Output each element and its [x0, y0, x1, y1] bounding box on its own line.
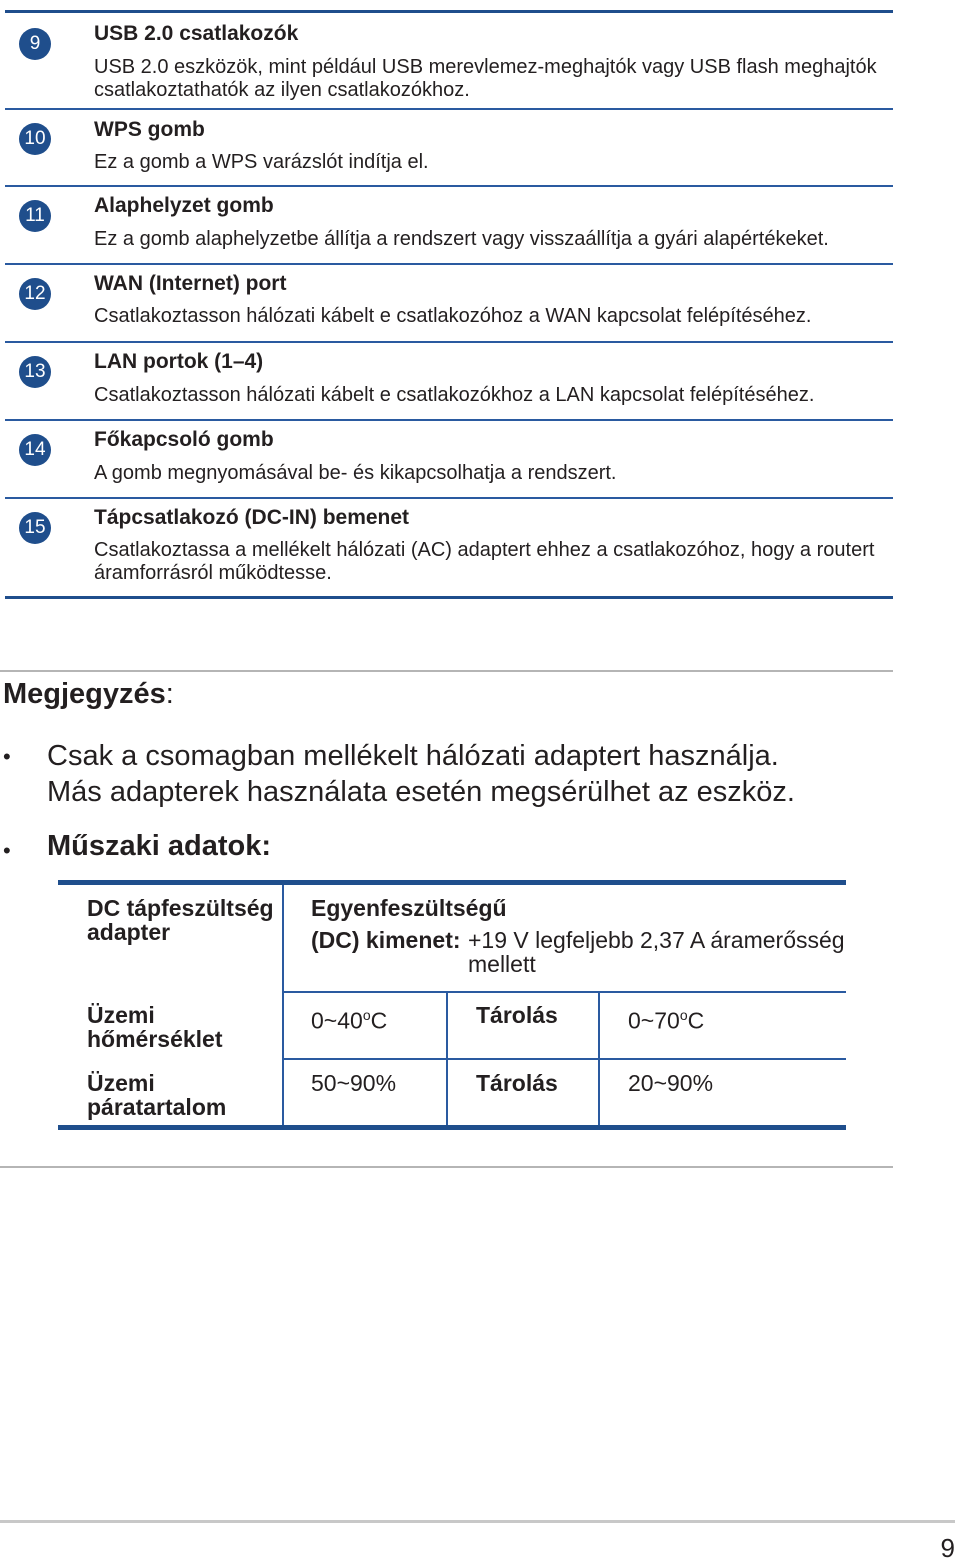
spec-label-temperature — [87, 1003, 223, 1051]
table-row-divider — [282, 991, 846, 993]
list-item — [5, 13, 893, 110]
footer-rule — [0, 1520, 955, 1523]
temp-range: 0~70 — [628, 1007, 680, 1034]
item-title: Főkapcsoló gomb — [94, 428, 274, 451]
spec-label-line: hőmérséklet — [87, 1026, 223, 1052]
component-list — [5, 10, 893, 599]
bullet-icon: • — [3, 838, 11, 863]
table-row-divider — [282, 1058, 846, 1060]
item-description: USB 2.0 eszközök, mint például USB merevlemez-meghajtók vagy USB flash meghajtók csatlakoztathatók az ilyen csatlakozókhoz. — [94, 56, 877, 101]
bullet-icon: • — [3, 744, 11, 769]
note-heading — [3, 678, 174, 711]
list-item — [5, 265, 893, 343]
item-description: Csatlakoztasson hálózati kábelt e csatlakozóhoz a WAN kapcsolat felépítéséhez. — [94, 305, 812, 327]
spec-value-line: mellett — [468, 951, 536, 977]
table-top-rule — [58, 880, 846, 885]
spec-value-storage-humidity: 20~90% — [628, 1070, 714, 1096]
number-badge: 15 — [19, 512, 51, 544]
number-badge: 12 — [19, 278, 51, 310]
item-title: LAN portok (1–4) — [94, 350, 264, 373]
table-column-divider — [598, 993, 600, 1125]
item-description: Csatlakoztassa a mellékelt hálózati (AC) adaptert ehhez a csatlakozóhoz, hogy a routert áramforrásról működtesse. — [94, 539, 875, 584]
spec-label-line: Üzemi — [87, 1070, 155, 1096]
note-heading-colon: : — [165, 678, 174, 710]
item-title: USB 2.0 csatlakozók — [94, 22, 299, 45]
spec-label-storage: Tárolás — [476, 1070, 558, 1096]
item-title: WAN (Internet) port — [94, 272, 287, 295]
number-badge: 11 — [19, 200, 51, 232]
spec-label-humidity — [87, 1071, 226, 1119]
item-description: Csatlakoztasson hálózati kábelt e csatlakozókhoz a LAN kapcsolat felépítéséhez. — [94, 384, 815, 406]
specs-heading: Műszaki adatok: — [47, 830, 271, 862]
note-text: Csak a csomagban mellékelt hálózati adaptert használja. Más adapterek használata esetén megsérülhet az eszköz. — [47, 740, 795, 808]
page-number: 9 — [940, 1533, 955, 1563]
temp-unit: C — [370, 1007, 388, 1034]
section-divider — [0, 670, 893, 672]
spec-value-dc-title: Egyenfeszültségű — [311, 895, 507, 921]
spec-value-line: +19 V legfeljebb 2,37 A áramerősség — [468, 927, 845, 953]
number-badge: 13 — [19, 356, 51, 388]
table-bottom-rule — [58, 1125, 846, 1130]
spec-value-temperature — [311, 1003, 387, 1033]
number-badge: 9 — [19, 28, 51, 60]
spec-label-dc — [87, 896, 274, 944]
degree-sup: o — [362, 1007, 371, 1023]
spec-value-dc-text — [468, 928, 845, 976]
spec-label-line: adapter — [87, 919, 171, 945]
list-item — [5, 110, 893, 187]
list-item — [5, 421, 893, 499]
item-title: Tápcsatlakozó (DC-IN) bemenet — [94, 506, 410, 529]
item-description: Ez a gomb alaphelyzetbe állítja a rendszert vagy visszaállítja a gyári alapértékeket. — [94, 228, 829, 250]
item-title: Alaphelyzet gomb — [94, 194, 274, 217]
note-heading-label: Megjegyzés — [3, 678, 166, 710]
temp-range: 0~40 — [311, 1007, 363, 1034]
spec-table — [58, 880, 846, 1131]
spec-label-storage: Tárolás — [476, 1002, 558, 1028]
table-column-divider — [282, 885, 284, 1125]
item-title: WPS gomb — [94, 118, 205, 141]
temp-unit: C — [687, 1007, 705, 1034]
table-column-divider — [446, 993, 448, 1125]
spec-value-storage-temperature — [628, 1003, 704, 1033]
spec-label-line: páratartalom — [87, 1094, 227, 1120]
number-badge: 14 — [19, 434, 51, 466]
degree-sup: o — [679, 1007, 688, 1023]
item-description: A gomb megnyomásával be- és kikapcsolhatja a rendszert. — [94, 462, 617, 484]
list-item — [5, 187, 893, 265]
spec-label-line: DC tápfeszültség — [87, 895, 274, 921]
number-badge: 10 — [19, 123, 51, 155]
list-item — [5, 499, 893, 599]
item-description: Ez a gomb a WPS varázslót indítja el. — [94, 151, 429, 173]
spec-label-line: Üzemi — [87, 1002, 155, 1028]
spec-value-humidity: 50~90% — [311, 1070, 397, 1096]
spec-value-dc-prefix: (DC) kimenet: — [311, 927, 461, 953]
list-item — [5, 343, 893, 421]
section-divider — [0, 1166, 893, 1168]
